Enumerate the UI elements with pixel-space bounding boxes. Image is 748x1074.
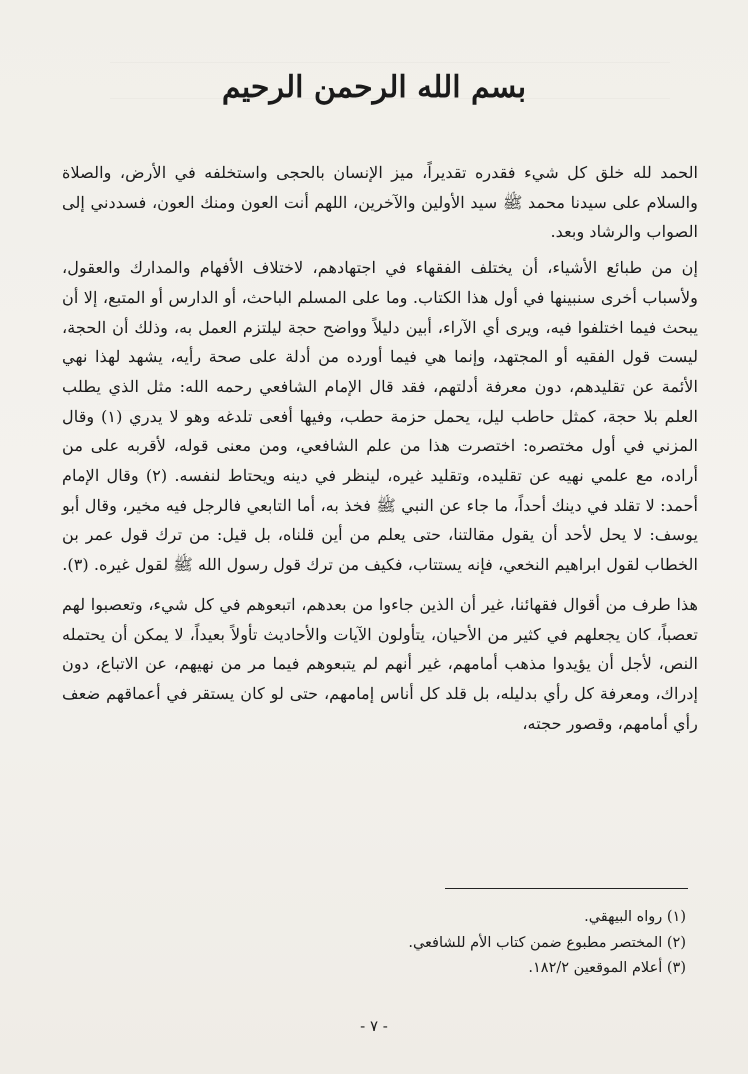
main-text [62, 158, 698, 738]
paragraph-intro: الحمد لله خلق كل شيء فقدره تقديراً، ميز الإنسان بالحجى واستخلفه في الأرض، والصلاة والسلام على سيدنا محمد ﷺ سيد الأولين والآخرين، اللهم أنت العون ومنك العون، فسددني إلى الصواب والرشاد وبعد. [62, 163, 698, 242]
paragraph-taqlid: هذا طرف من أقوال فقهائنا، غير أن الذين جاءوا من بعدهم، اتبعوهم في كل شيء، وتعصبوا لهم تعصباً، كان يجعلهم في كثير من الأحيان، يتأولون الآيات والأحاديث تأولاً بعيداً، لا يمكن أن يحتمله النص، لأجل أن يؤيدوا مذهب أمامهم، غير أنهم لم يتبعوهم فيما مر من نهيهم، عن الاتباع، دون إدراك، ومعرفة كل رأي بدليله، بل قلد كل أناس إمامهم، حتى لو كان يستقر في أعماقهم ضعف رأي أمامهم، وقصور حجته، [62, 594, 698, 733]
footnote-1: (١) رواه البيهقي. [584, 909, 686, 925]
footnote-2: (٢) المختصر مطبوع ضمن كتاب الأم للشافعي. [408, 934, 686, 951]
footnotes [286, 905, 686, 982]
footnote-separator [445, 888, 688, 889]
bleed-through-line [110, 62, 670, 63]
footnote-3: (٣) أعلام الموقعين ١٨٢/٢. [528, 960, 686, 976]
basmala-heading: بسم الله الرحمن الرحيم [221, 70, 527, 105]
paragraph-ikhtilaf: إن من طبائع الأشياء، أن يختلف الفقهاء في اجتهادهم، لاختلاف الأفهام والمدارك والعقول، ولأسباب أخرى سنبينها في أول هذا الكتاب. وما على المسلم الباحث، أو الدارس أو المتبع، إلا أن يبحث فيما اختلفوا فيه، ويرى أي الآراء، أبين دليلاً وواضح حجة ليلتزم العمل به، وذلك أن الحجة، ليست قول الفقيه أو المجتهد، وإنما هي فيما أورده من أدلة على صحة رأيه، يشهد لهذا نهي الأئمة عن تقليدهم، دون معرفة أدلتهم، فقد قال الإمام الشافعي رحمه الله: مثل الذي يطلب العلم بلا حجة، كمثل حاطب ليل، يحمل حزمة حطب، وفيها أفعى تلدغه وهو لا يدري (١) وقال المزني في أول مختصره: اختصرت هذا من علم الشافعي، ومن معنى قوله، لأقربه على من أراده، مع علمي نهيه عن تقليده، وتقليد غيره، لينظر في دينه ويحتاط لنفسه. (٢) وقال الإمام أحمد: لا تقلد في دينك أحداً، ما جاء عن النبي ﷺ فخذ به، أما التابعي فالرجل فيه مخير، وقال أبو يوسف: لا يحل لأحد أن يقول مقالتنا، حتى يعلم من أين قلناه، بل قيل: من ترك قول عمر بن الخطاب لقول ابراهيم النخعي، فإنه يستتاب، فكيف من ترك قول رسول الله ﷺ لقول غيره. (٣). [62, 258, 698, 575]
page-number: - ٧ - [360, 1017, 388, 1035]
